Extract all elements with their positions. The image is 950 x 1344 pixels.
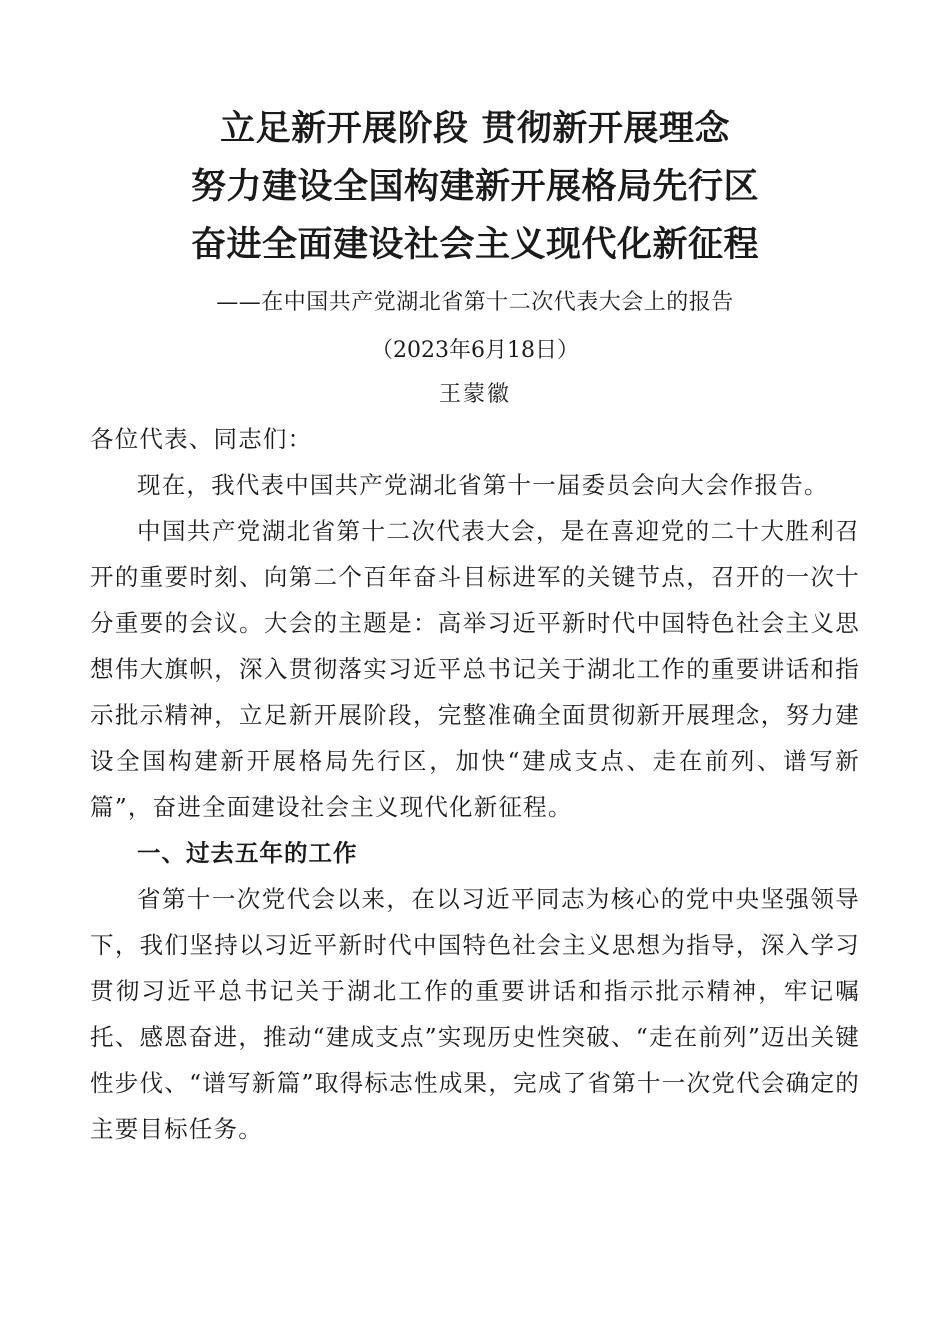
paragraph-intro: 现在，我代表中国共产党湖北省第十一届委员会向大会作报告。	[137, 471, 829, 499]
section-heading-past-five-years: 一、过去五年的工作	[137, 839, 358, 867]
title-line-2: 努力建设全国构建新开展格局先行区	[190, 167, 759, 207]
report-title	[90, 100, 860, 274]
salutation: 各位代表、同志们：	[90, 425, 313, 453]
report-date: （2023年6月18日）	[371, 338, 579, 363]
document-page	[90, 100, 860, 1152]
report-subtitle: ——在中国共产党湖北省第十二次代表大会上的报告	[216, 290, 734, 315]
title-line-3: 奋进全面建设社会主义现代化新征程	[190, 225, 759, 265]
title-line-1: 立足新开展阶段 贯彻新开展理念	[220, 109, 730, 149]
paragraph-past-work: 省第十一次党代会以来，在以习近平同志为核心的党中央坚强领导下，我们坚持以习近平新时代中国特色社会主义思想为指导，深入学习贯彻习近平总书记关于湖北工作的重要讲话和指示批示精神，牢记嘱托、感恩奋进，推动“建成支点”实现历史性突破、“走在前列”迈出关键性步伐、“谱写新篇”取得标志性成果，完成了省第十一次党代会确定的主要目标任务。	[90, 885, 860, 1143]
report-author: 王蒙徽	[438, 382, 511, 407]
paragraph-congress-theme: 中国共产党湖北省第十二次代表大会，是在喜迎党的二十大胜利召开的重要时刻、向第二个百年奋斗目标进军的关键节点，召开的一次十分重要的会议。大会的主题是：高举习近平新时代中国特色社会主义思想伟大旗帜，深入贯彻落实习近平总书记关于湖北工作的重要讲话和指示批示精神，立足新开展阶段，完整准确全面贯彻新开展理念，努力建设全国构建新开展格局先行区，加快“建成支点、走在前列、谱写新篇”，奋进全面建设社会主义现代化新征程。	[90, 517, 860, 821]
